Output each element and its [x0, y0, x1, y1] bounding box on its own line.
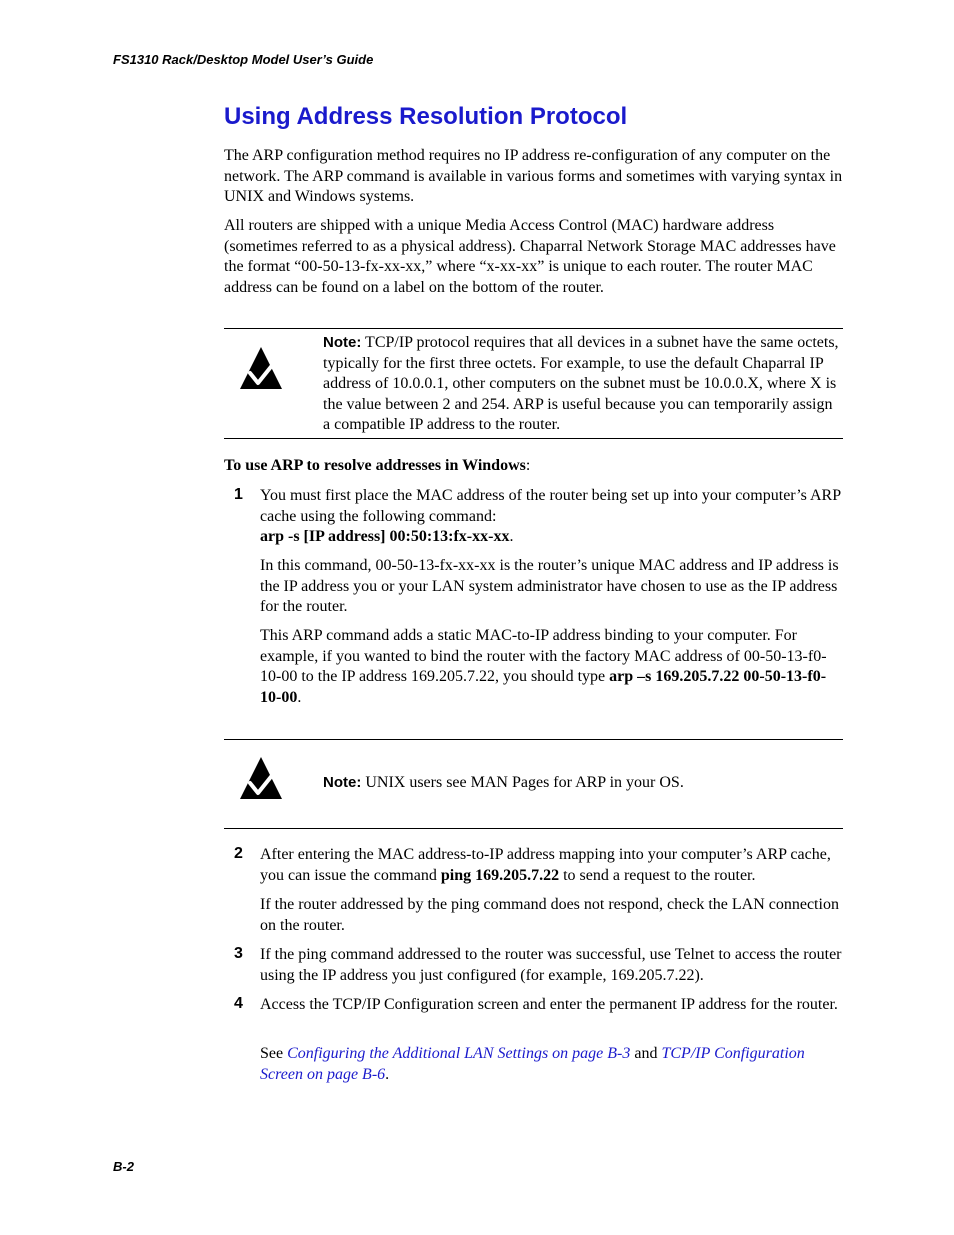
- running-head: FS1310 Rack/Desktop Model User’s Guide: [113, 52, 374, 67]
- and-label: and: [630, 1045, 662, 1062]
- step-number: 2: [234, 845, 243, 862]
- step-2-body: After entering the MAC address-to-IP address mapping into your computer’s ARP cache, you can issue the command: [260, 846, 831, 884]
- arp-example-command: arp –s 169.205.7.22 00-50-13-f0-10-00: [260, 668, 827, 706]
- step-1-example-period: .: [297, 688, 302, 706]
- intro-paragraph: The ARP configuration method requires no IP address re-configuration of any computer on the network. The ARP command is available in various forms and sometimes with varying syntax in UNIX and Windows systems.: [224, 147, 843, 205]
- step-1-example-text: This ARP command adds a static MAC-to-IP address binding to your computer. For example, if you wanted to bind the router with the factory MAC address of 00-50-13-f0-10-00 to the IP address 169.205.7.22, you should type: [260, 627, 827, 685]
- step-1-explanation: In this command, 00-50-13-fx-xx-xx is the router’s unique MAC address and IP address is the IP address you or your LAN system administrator have chosen to use as the IP address for the router.: [260, 557, 839, 615]
- procedure-heading-colon: :: [525, 457, 531, 474]
- note-top-rule: [224, 739, 843, 740]
- step-2-troubleshoot: If the router addressed by the ping command does not respond, check the LAN connection on the router.: [260, 896, 839, 934]
- step-1-example: [260, 626, 845, 708]
- note-unix: [323, 773, 843, 794]
- section-title: Using Address Resolution Protocol: [224, 103, 628, 130]
- note-body: TCP/IP protocol requires that all devices in a subnet have the same octets, typically for the first three octets. For example, to use the default Chaparral IP address of 10.0.0.1, other computers on the subnet must be 10.0.0.X, where X is the value between 2 and 254. ARP is useful because you can temporarily assign a compatible IP address to the router.: [323, 334, 839, 433]
- note-body: UNIX users see MAN Pages for ARP in your OS.: [365, 774, 684, 791]
- procedure-heading-text: To use ARP to resolve addresses in Windows: [224, 457, 526, 474]
- link-lan-settings[interactable]: Configuring the Additional LAN Settings on page B-3: [287, 1045, 631, 1062]
- note-checkmark-icon: [238, 345, 284, 391]
- note-bottom-rule: [224, 438, 843, 439]
- step-4-text: Access the TCP/IP Configuration screen and enter the permanent IP address for the router.: [260, 996, 838, 1013]
- step-2-body-end: to send a request to the router.: [559, 866, 756, 884]
- procedure-heading: [224, 456, 530, 477]
- note-top-rule: [224, 328, 843, 329]
- step-number: 4: [234, 995, 243, 1012]
- note-tcpip: [323, 333, 843, 436]
- step-number: 3: [234, 945, 243, 962]
- ping-command: ping 169.205.7.22: [440, 866, 560, 884]
- mac-address-paragraph: All routers are shipped with a unique Media Access Control (MAC) hardware address (sometimes referred to as a physical address). Chaparral Network Storage MAC addresses have the format “00-50-13-fx-xx-xx,” where “x-xx-xx” is unique to each router. The router MAC address can be found on a label on the bottom of the router.: [224, 217, 836, 296]
- step-2-text: [260, 845, 845, 886]
- note-label: Note:: [323, 334, 362, 351]
- step-number: 1: [234, 486, 243, 503]
- page-number: B-2: [113, 1159, 134, 1174]
- link-tcpip-configuration[interactable]: TCP/IP Configuration Screen on page B-6: [260, 1045, 805, 1083]
- note-bottom-rule: [224, 828, 843, 829]
- step-4-see-also: [260, 1044, 845, 1085]
- see-label: See: [260, 1045, 288, 1062]
- step-1-body: You must first place the MAC address of the router being set up into your computer’s ARP cache using the following command:: [260, 487, 841, 525]
- see-also-period: .: [385, 1065, 390, 1083]
- step-3-text: If the ping command addressed to the router was successful, use Telnet to access the router using the IP address you just configured (for example, 169.205.7.22).: [260, 946, 842, 984]
- note-checkmark-icon: [238, 755, 284, 801]
- arp-command-period: .: [509, 528, 514, 545]
- step-1-text: [260, 486, 845, 548]
- note-label: Note:: [323, 774, 362, 791]
- arp-command: arp -s [IP address] 00:50:13:fx-xx-xx: [260, 528, 510, 545]
